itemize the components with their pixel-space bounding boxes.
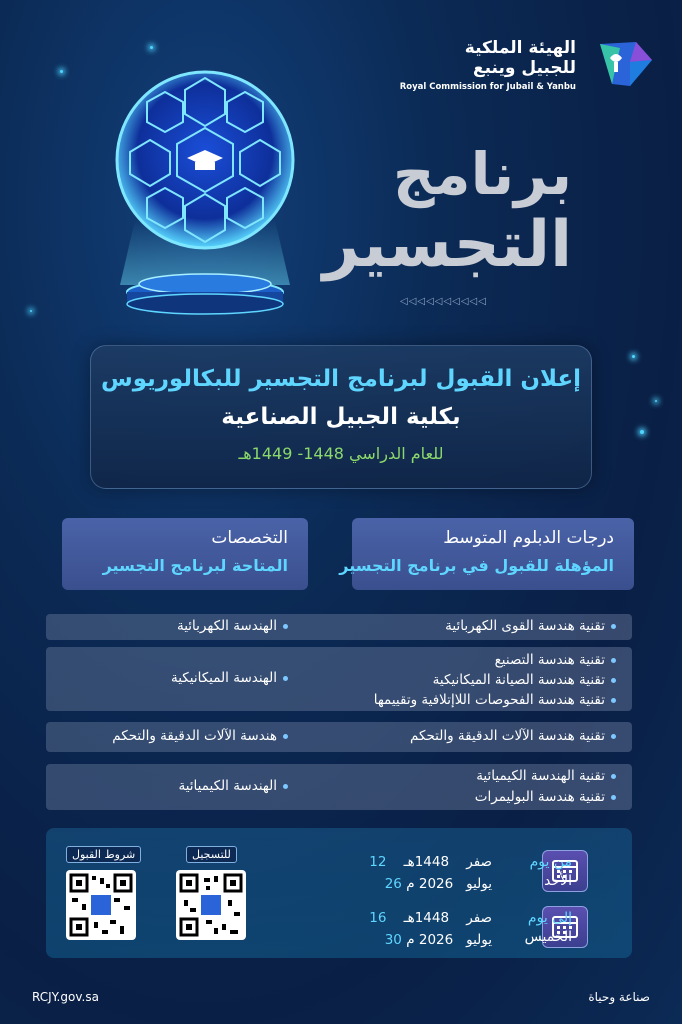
start-hijri-date: 12 صفر 1448هـ [369, 854, 492, 870]
star-decoration [632, 355, 635, 358]
arrow-decoration: ◁◁◁◁◁◁◁◁◁◁ [400, 296, 487, 307]
program-title-line2: التجسير [322, 208, 572, 282]
org-name-en: Royal Commission for Jubail & Yanbu [399, 82, 576, 92]
table-row [46, 764, 632, 810]
majors-header-subtitle: المتاحة لبرنامج التجسير [102, 556, 288, 575]
end-label: إلى يوم [527, 910, 572, 926]
end-greg-date: 30 يوليو 2026 م [384, 932, 492, 948]
footer-slogan: صناعة وحياة [588, 990, 650, 1004]
major-item: الهندسة الميكانيكية [171, 670, 288, 686]
table-row [46, 722, 632, 752]
end-hijri-date: 16 صفر 1448هـ [369, 910, 492, 926]
diploma-item: تقنية هندسة الآلات الدقيقة والتحكم [410, 728, 616, 744]
diploma-item: تقنية هندسة القوى الكهربائية [445, 618, 616, 634]
diploma-item: تقنية هندسة التصنيع [495, 652, 616, 668]
end-day: الخميس [524, 929, 572, 945]
star-decoration [60, 70, 63, 73]
diploma-item: تقنية هندسة البوليمرات [475, 789, 616, 805]
org-name-ar-line1: الهيئة الملكية [464, 38, 576, 58]
schedule-panel [46, 828, 632, 958]
diploma-item: تقنية الهندسة الكيميائية [476, 768, 616, 784]
diploma-item: تقنية هندسة الصيانة الميكانيكية [433, 672, 616, 688]
program-title-line1: برنامج [392, 140, 572, 208]
diplomas-header-title: درجات الدبلوم المتوسط [443, 528, 614, 548]
website-link[interactable]: RCJY.gov.sa [32, 990, 99, 1004]
org-logo [399, 38, 654, 98]
star-decoration [655, 400, 657, 402]
register-qr-label: للتسجيل [186, 846, 237, 863]
announcement-heading: إعلان القبول لبرنامج التجسير للبكالوريوس [100, 366, 582, 392]
star-decoration [30, 310, 32, 312]
diplomas-header-subtitle: المؤهلة للقبول في برنامج التجسير [339, 556, 614, 575]
start-greg-date: 26 يوليو 2026 م [384, 876, 492, 892]
star-decoration [640, 430, 644, 434]
start-label: من يوم [529, 854, 572, 870]
org-name-ar-line2: للجبيل وينبع [473, 58, 576, 78]
conditions-qr-code[interactable] [66, 870, 136, 940]
majors-header [62, 518, 308, 590]
announcement-box [90, 345, 592, 489]
conditions-qr-label: شروط القبول [66, 846, 141, 863]
major-item: الهندسة الكهربائية [177, 618, 288, 634]
diplomas-header [339, 518, 634, 590]
major-item: الهندسة الكيميائية [178, 778, 288, 794]
rcjy-logo-icon [592, 40, 654, 88]
table-row [46, 614, 632, 640]
major-item: هندسة الآلات الدقيقة والتحكم [112, 728, 288, 744]
start-day: الأحد [544, 873, 572, 889]
star-decoration [150, 46, 153, 49]
announcement-college: بكلية الجبيل الصناعية [221, 404, 461, 430]
register-qr-code[interactable] [176, 870, 246, 940]
education-globe-illustration [95, 70, 315, 320]
table-row [46, 647, 632, 711]
majors-header-title: التخصصات [211, 528, 288, 548]
diploma-item: تقنية هندسة الفحوصات اللاإتلافية وتقييمها [374, 692, 616, 708]
announcement-academic-year: للعام الدراسي 1448- 1449هـ [238, 444, 444, 463]
